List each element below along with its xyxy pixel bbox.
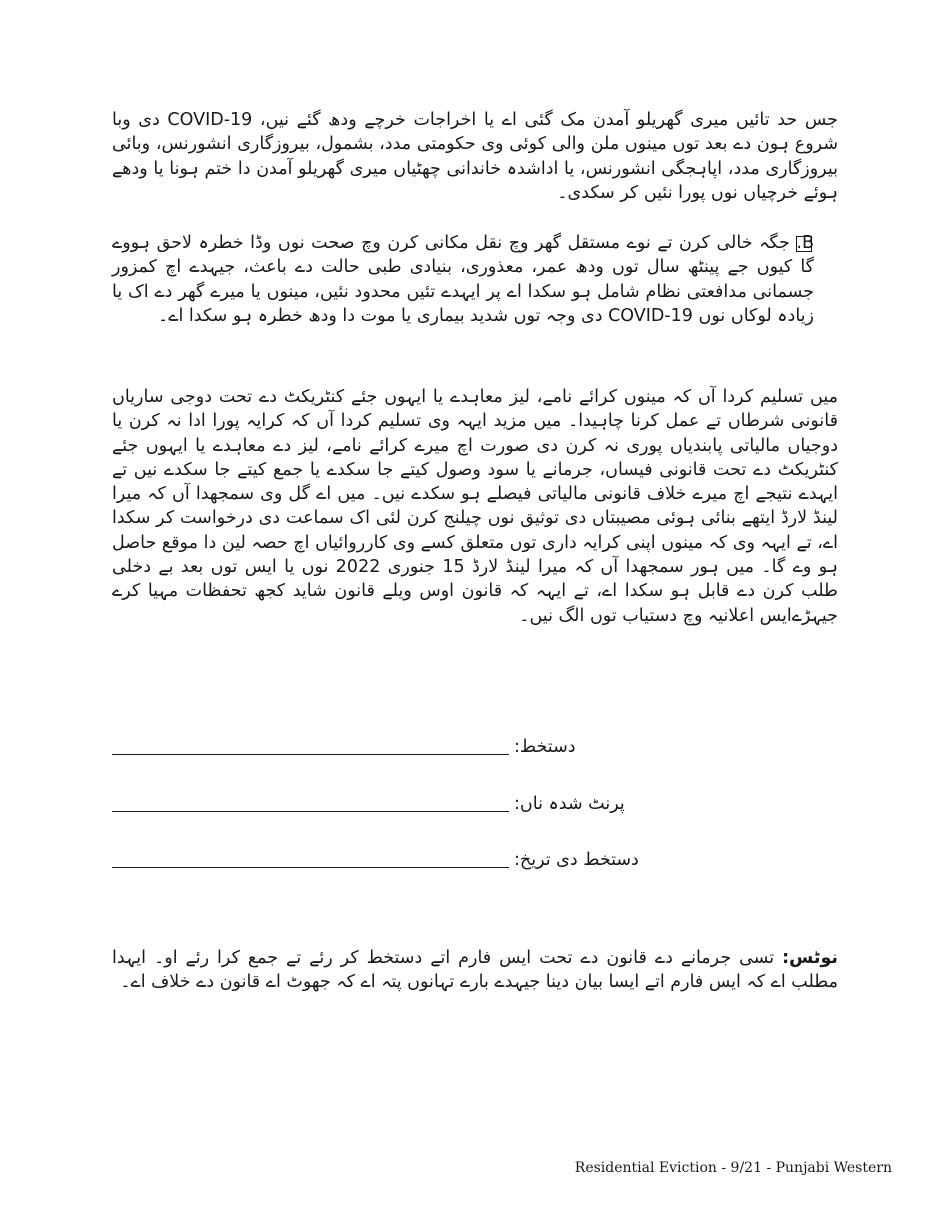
signature-field[interactable]: [112, 754, 509, 755]
signature-date-field[interactable]: [112, 867, 509, 868]
paragraph-acknowledgement: میں تسلیم کردا آں کہ مینوں کرائے نامے، لیز معاہدے یا ایہوں جئے کنٹریکٹ دے تحت دوجی ساریاں قانونی شرطاں تے عمل کرنا چاہیدا۔ میں مزید ایہہ وی تسلیم کردا آں کہ کرایہ پورا ادا نہ کرن یا دوجیاں مالیاتی پابندیاں پوری نہ کرن دی صورت اچ میرے کرائے نامے، لیز دے معاہدے یا ایہوں جئے کنٹریکٹ دے تحت قانونی فیساں، جرمانے یا سود وصول کیتے جا سکدے یا جمع کیتے جا سکدے نیں تے ایہدے نتیجے اچ میرے خلاف قانونی مالیاتی فیصلے ہو سکدے نیں۔ میں اے گل وی سمجھدا آں کہ میرا لینڈ لارڈ ایتھے بنائی ہوئی مصیبتاں دی توثیق نوں چیلنج کرن لئی اک سماعت دی درخواست کر سکدا اے، تے ایہہ وی کہ مینوں اپنی کرایہ داری توں متعلق کسے وی کارروائیاں اچ حصہ لین دا موقع حاصل ہو وے گا۔ میں ہور سمجھدا آں کہ میرا لینڈ لارڈ 15 جنوری 2022 نوں یا ایس توں بعد بے دخلی طلب کرن دے قابل ہو سکدا اے، تے ایہہ کہ قانون اوس ویلے قانون شاید کجھ تحفظات مہیا کرے جیہڑےایس اعلانیہ وچ دستیاب توں الگ نیں۔: [112, 387, 838, 626]
paragraph-hardship: جس حد تائیں میری گھریلو آمدن مک گئی اے یا اخراجات خرچے ودھ گئے نیں، COVID-19 دی وبا شروع ہون دے بعد توں مینوں ملن والی کوئی وی حکومتی مدد، بشمول، بیروزگاری انشورنس، وبائی بیروزگاری مدد، اپاہجگی انشورنس، یا اداشدہ خاندانی چھٹیاں میری گھریلو آمدن دا ختم ہونا یا ودھے ہوئے خرچیاں نوں پورا نئیں کر سکدی۔: [112, 110, 838, 203]
printed-name-field[interactable]: [112, 811, 509, 812]
signature-label: دستخط:: [514, 737, 576, 757]
page-footer: Residential Eviction - 9/21 - Punjabi Western: [574, 1160, 892, 1176]
option-b-paragraph: [112, 231, 814, 328]
notice-paragraph: [112, 946, 838, 995]
notice-label: نوٹس:: [782, 948, 838, 968]
notice-text: تسی جرمانے دے قانون دے تحت ایس فارم اتے دستخط کر رئے تے جمع کرا رئے او۔ ایہدا مطلب اے کہ ایس فارم اتے ایسا بیان دینا جیہدے بارے تہانوں پتہ اے کہ جھوٹ اے قانون دے خلاف اے۔: [112, 948, 838, 993]
signature-date-row: [112, 846, 652, 872]
option-b-letter: B.: [796, 233, 814, 253]
signature-row: [112, 733, 652, 759]
printed-name-label: پرنٹ شدہ ناں:: [514, 794, 625, 814]
option-b-text: جگہ خالی کرن تے نوے مستقل گھر وچ نقل مکانی کرن وچ صحت نوں وڈا خطرہ لاحق ہووے گا کیوں جے پینٹھ سال توں ودھ عمر، معذوری، بنیادی طبی حالت دے باعث، جیہدے اچ کمزور جسمانی مدافعتی نظام شامل ہو سکدا اے پر ایہدے تئیں محدود نئیں، مینوں یا میرے گھر دے اک یا زیادہ لوکاں نوں COVID-19 دی وجہ توں شدید بیماری یا موت دا ودھ خطرہ ہو سکدا اے۔: [112, 233, 814, 326]
printed-name-row: [112, 790, 652, 816]
signature-date-label: دستخط دی تریخ:: [514, 850, 639, 870]
